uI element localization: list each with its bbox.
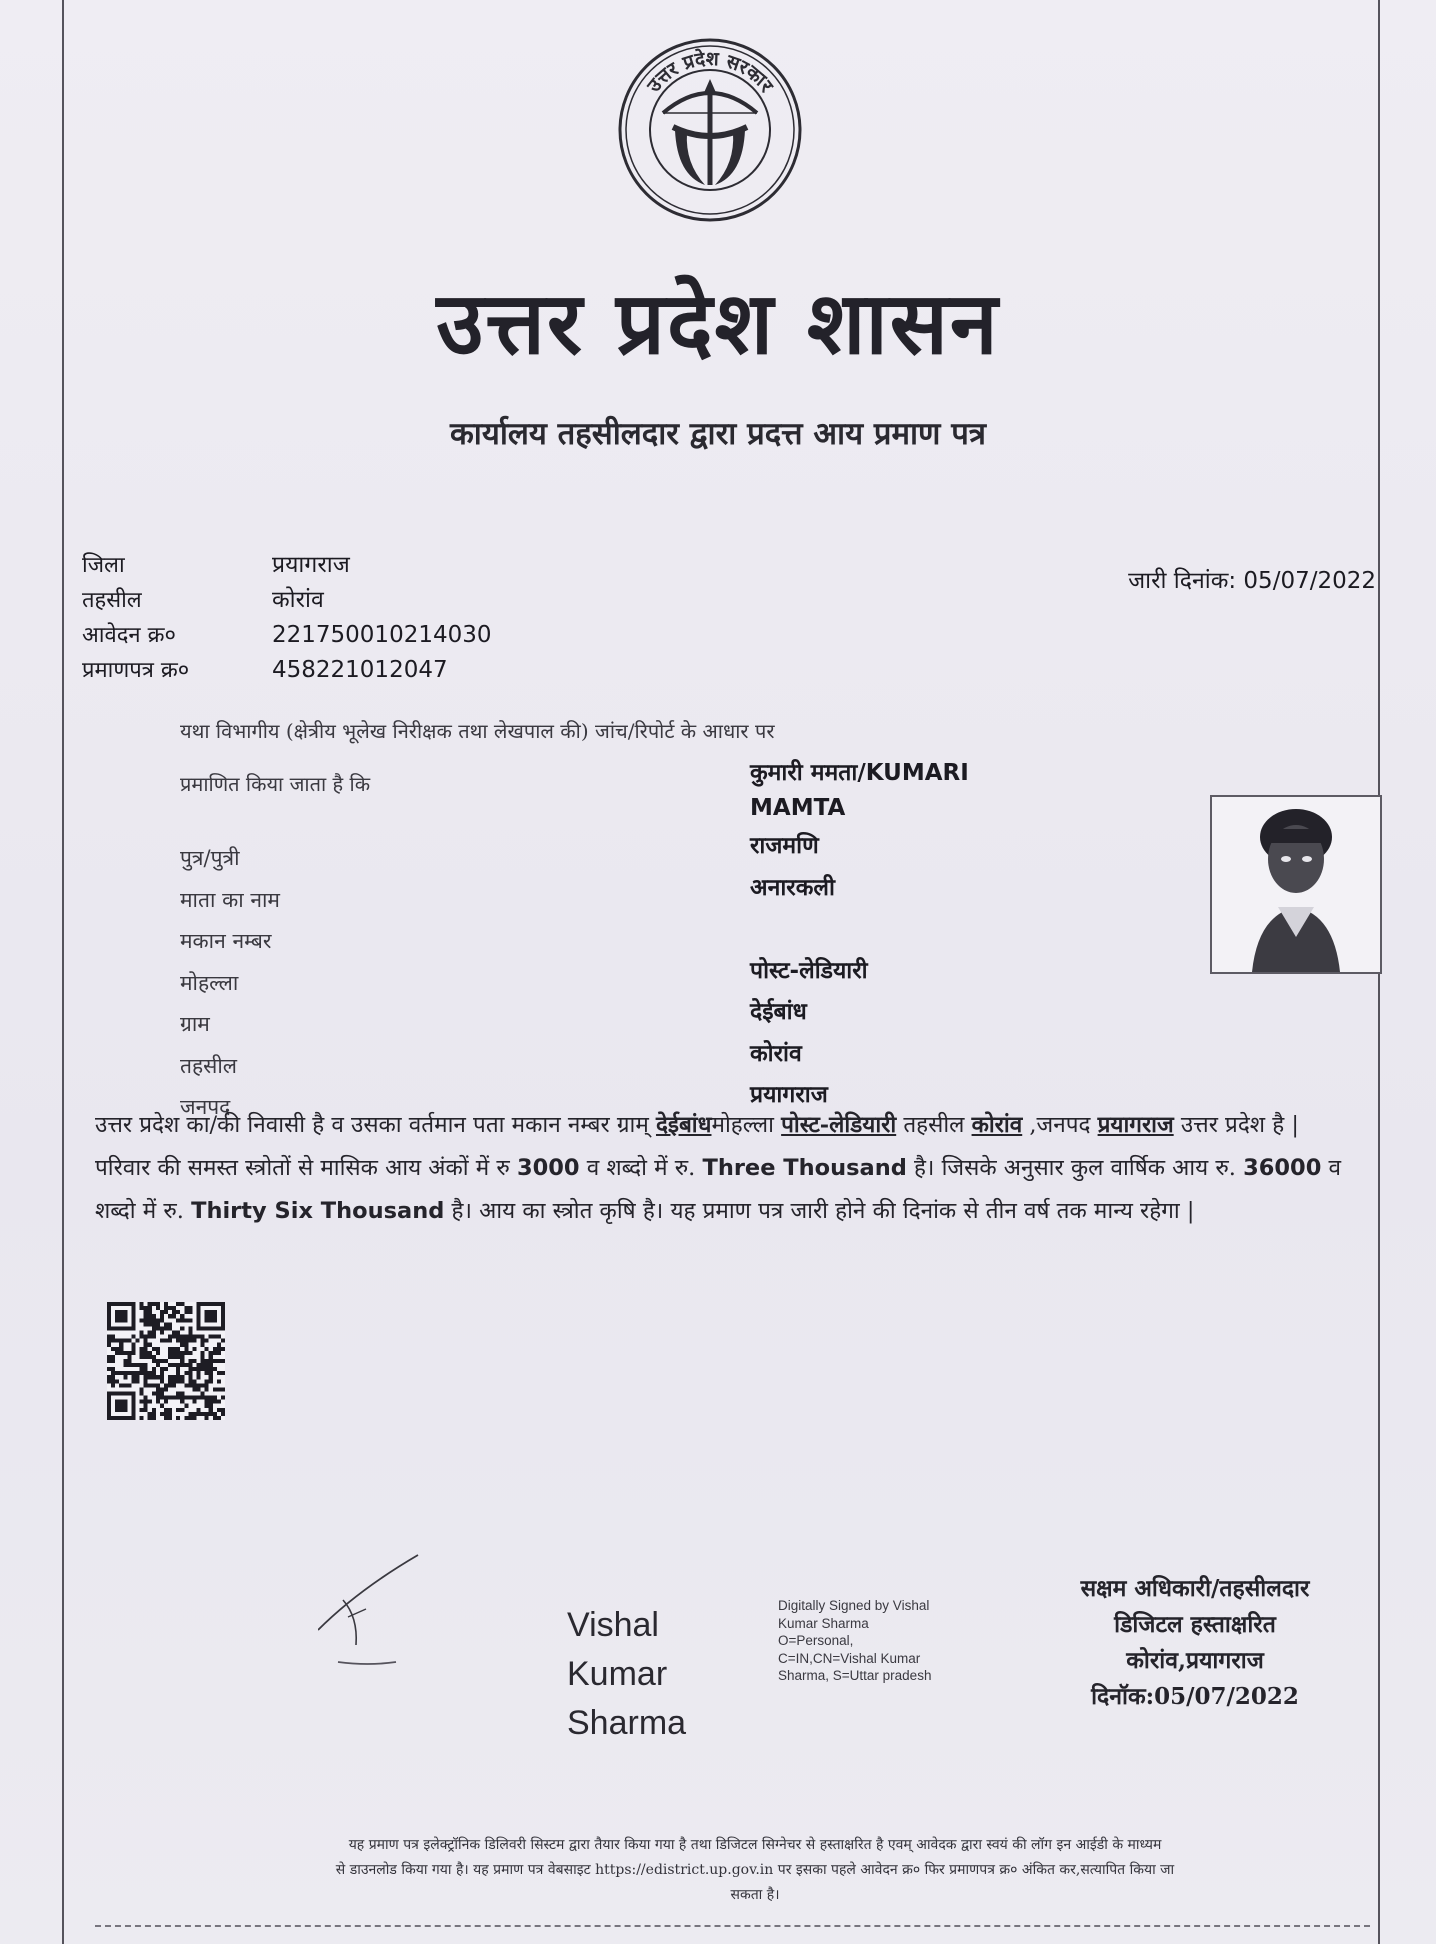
district-label: जिला <box>82 553 125 578</box>
applicant-name <box>750 756 1070 826</box>
label-district: जनपद <box>180 1095 231 1119</box>
applicant-photo <box>1210 795 1382 974</box>
dsig-line2: Kumar Sharma <box>778 1615 869 1631</box>
value-tehsil: कोरांव <box>750 1040 802 1067</box>
applicant-name-line2: MAMTA <box>750 795 846 821</box>
para-annual-income-number: 36000 <box>1243 1155 1322 1181</box>
application-number-value: 221750010214030 <box>272 622 492 648</box>
value-locality: पोस्ट-लेडियारी <box>750 957 868 984</box>
footer-line2: से डाउनलोड किया गया है। यह प्रमाण पत्र वेबसाइट https://edistrict.up.gov.in पर इसका पहले आवेदन क्र० फिर प्रमाणपत्र क्र० अंकित कर,सत्यापित किया जा <box>335 1862 1175 1878</box>
dsig-line1: Digitally Signed by Vishal <box>778 1598 930 1613</box>
footer-line3: सकता है। <box>730 1887 780 1903</box>
para-monthly-income-words: Three Thousand <box>702 1155 907 1181</box>
signer-name-line3: Sharma <box>567 1704 687 1742</box>
up-government-seal-icon <box>615 35 805 225</box>
value-father: राजमणि <box>750 833 819 859</box>
certify-text: प्रमाणित किया जाता है कि <box>180 772 371 796</box>
para-part-5: उत्तर प्रदेश है | परिवार की समस्त स्त्रोतों से मासिक आय अंकों में रु <box>95 1112 1299 1181</box>
para-part-1: उत्तर प्रदेश का/की निवासी है व उसका वर्तमान पता मकान नम्बर ग्राम् <box>95 1112 656 1138</box>
signer-name-line1: Vishal <box>567 1606 659 1644</box>
label-mother-name: माता का नाम <box>180 887 280 912</box>
para-part-6: व शब्दो में रु. <box>579 1155 703 1181</box>
para-locality: पोस्ट-लेडियारी <box>781 1112 897 1138</box>
application-number-label: आवेदन क्र० <box>82 623 176 648</box>
para-village: देईबांध <box>655 1112 712 1138</box>
para-monthly-income-number: 3000 <box>516 1155 580 1181</box>
para-part-7: है। जिसके अनुसार कुल वार्षिक आय रु. <box>906 1155 1244 1181</box>
issue-date: जारी दिनांक: 05/07/2022 <box>1128 568 1376 594</box>
income-statement-paragraph <box>95 1104 1355 1233</box>
footer-line1: यह प्रमाण पत्र इलेक्ट्रॉनिक डिलिवरी सिस्टम द्वारा तैयार किया गया है तथा डिजिटल सिग्नेचर से हस्ताक्षरित है एवम् आवेदक द्वारा स्वयं की लॉग इन आईडी के माध्यम <box>348 1837 1162 1853</box>
inquiry-intro-text: यथा विभागीय (क्षेत्रीय भूलेख निरीक्षक तथा लेखपाल की) जांच/रिपोर्ट के आधार पर <box>180 719 775 743</box>
detail-labels <box>180 838 280 1129</box>
signer-name <box>567 1601 686 1748</box>
tehsil-label: तहसील <box>82 588 142 613</box>
label-house-number: मकान नम्बर <box>180 929 272 953</box>
authority-line2: डिजिटल हस्ताक्षरित <box>1114 1611 1276 1638</box>
applicant-portrait-icon <box>1212 797 1380 972</box>
meta-row-district <box>82 548 492 583</box>
tehsil-value: कोरांव <box>272 587 324 613</box>
para-part-8: व शब्दो में रु. <box>95 1155 1342 1224</box>
issuing-authority <box>1040 1571 1350 1715</box>
authority-line4: दिनॉक:05/07/2022 <box>1091 1683 1299 1710</box>
value-district: प्रयागराज <box>750 1082 828 1108</box>
digital-signature-details <box>778 1597 988 1685</box>
qr-code-icon[interactable] <box>107 1302 225 1420</box>
handwritten-mark-icon <box>318 1545 428 1665</box>
para-tehsil: कोरांव <box>971 1112 1023 1138</box>
bottom-border-line <box>95 1925 1370 1928</box>
detail-values <box>750 826 868 1117</box>
label-child-of: पुत्र/पुत्री <box>180 846 240 870</box>
label-village: ग्राम <box>180 1012 210 1036</box>
para-part-9: है। आय का स्त्रोत कृषि है। यह प्रमाण पत्र जारी होने की दिनांक से तीन वर्ष तक मान्य रहेगा | <box>444 1198 1195 1224</box>
meta-row-tehsil <box>82 583 492 618</box>
dsig-line5: Sharma, S=Uttar pradesh <box>778 1668 932 1683</box>
value-house-number <box>750 909 868 951</box>
meta-row-application <box>82 618 492 653</box>
value-mother: अनारकली <box>750 874 835 901</box>
meta-row-certificate <box>82 653 492 688</box>
svg-text:उत्तर प्रदेश सरकार: उत्तर प्रदेश सरकार <box>642 47 778 97</box>
label-locality: मोहल्ला <box>180 970 239 995</box>
dsig-line4: C=IN,CN=Vishal Kumar <box>778 1650 921 1666</box>
label-tehsil: तहसील <box>180 1053 237 1078</box>
signer-name-line2: Kumar <box>567 1655 668 1693</box>
para-part-4: ,जनपद <box>1022 1112 1098 1138</box>
para-part-2: मोहल्ला <box>711 1112 782 1138</box>
para-district: प्रयागराज <box>1097 1112 1174 1138</box>
para-part-3: तहसील <box>896 1112 972 1138</box>
value-village: देईबांध <box>750 999 807 1025</box>
authority-line1: सक्षम अधिकारी/तहसीलदार <box>1080 1575 1310 1602</box>
certificate-number-label: प्रमाणपत्र क्र० <box>82 658 190 683</box>
district-value: प्रयागराज <box>272 552 350 578</box>
applicant-name-line1: कुमारी ममता/KUMARI <box>750 760 969 786</box>
authority-line3: कोरांव,प्रयागराज <box>1126 1647 1264 1674</box>
certificate-meta <box>82 548 492 688</box>
verification-footer <box>110 1833 1400 1908</box>
page-subtitle: कार्यालय तहसीलदार द्वारा प्रदत्त आय प्रमाण पत्र <box>450 416 986 452</box>
para-annual-income-words: Thirty Six Thousand <box>191 1198 445 1224</box>
page-title: उत्तर प्रदेश शासन <box>436 273 1000 374</box>
certificate-number-value: 458221012047 <box>272 657 448 683</box>
dsig-line3: O=Personal, <box>778 1633 854 1648</box>
